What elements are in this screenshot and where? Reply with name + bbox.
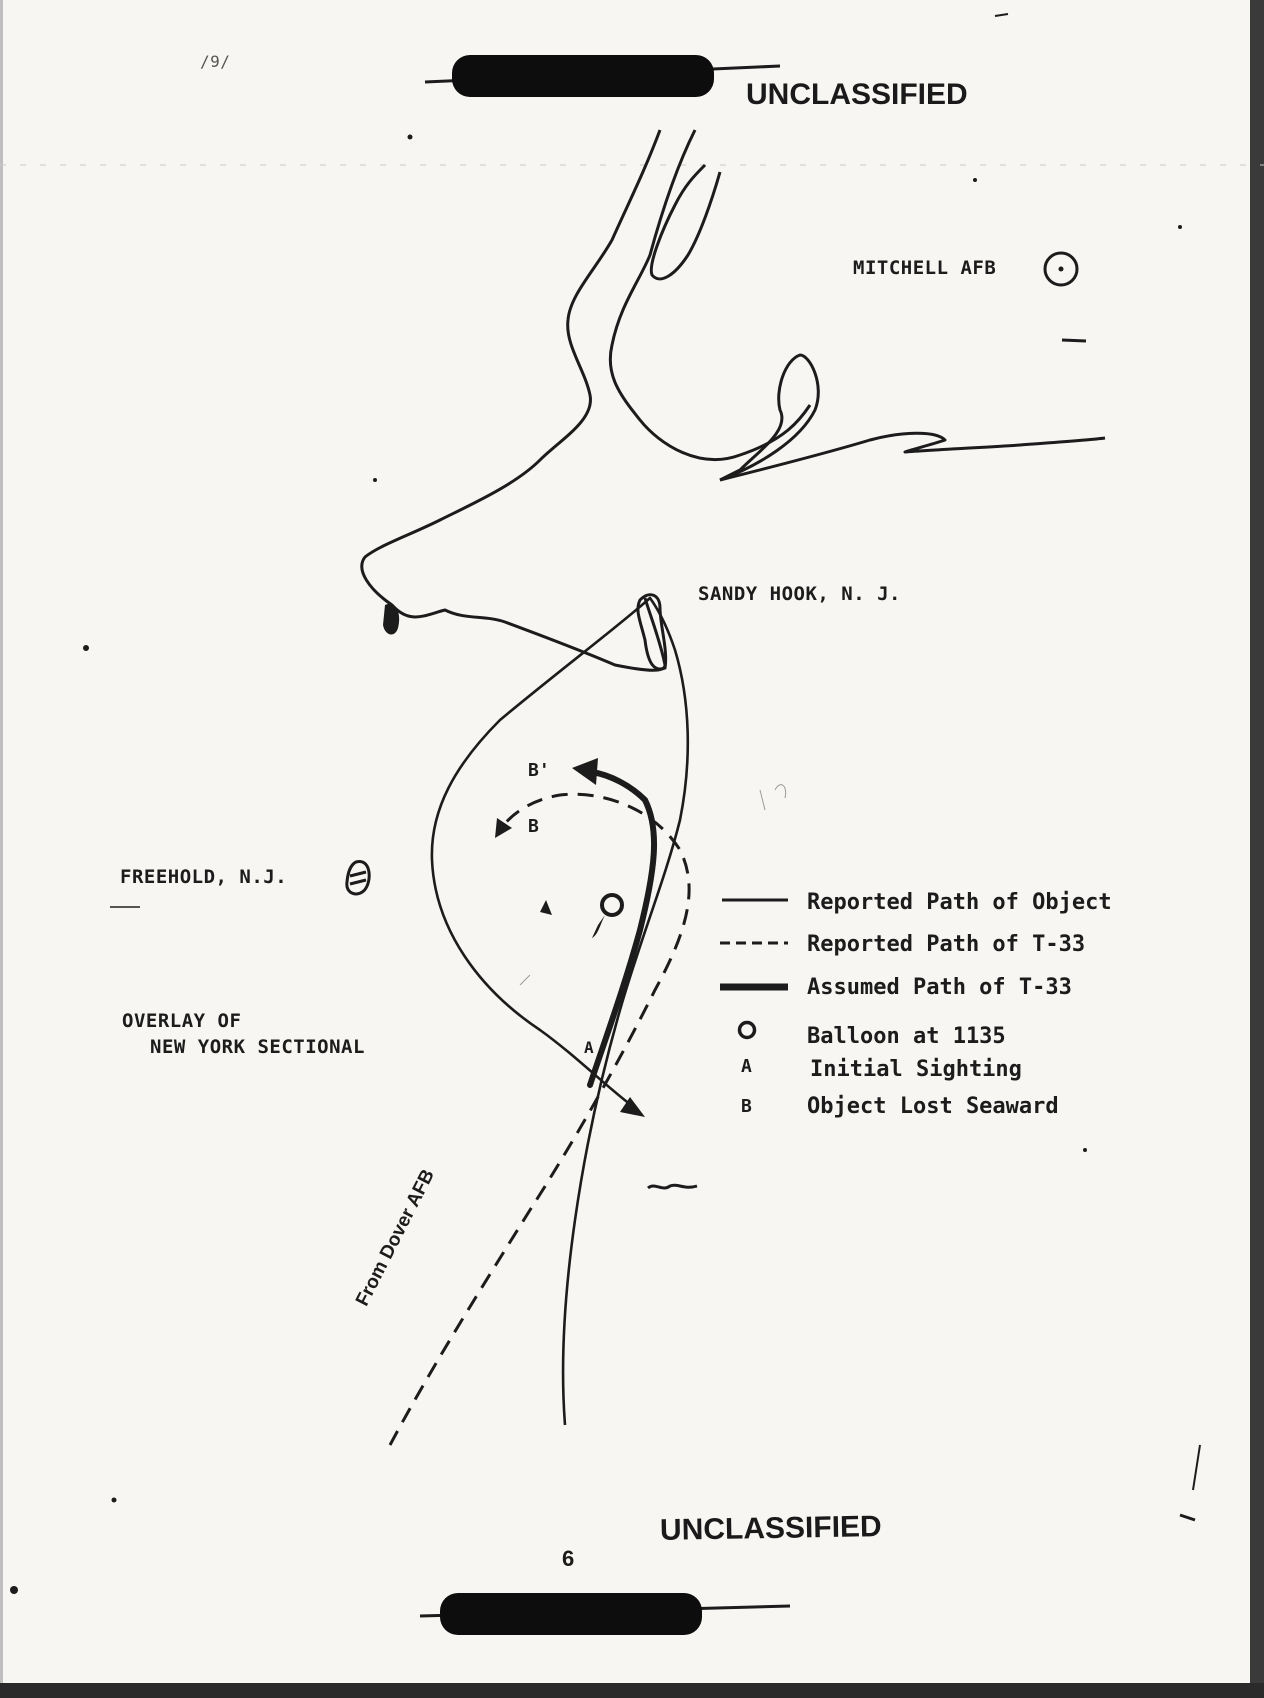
balloon-marker [602, 895, 622, 915]
t33-assumed-arrowhead [572, 758, 598, 785]
legend-symbol-object-lost: B [741, 1096, 752, 1117]
legend-label-balloon: Balloon at 1135 [807, 1024, 1006, 1049]
t33-reported-arrowhead [495, 818, 512, 838]
page-mark: /9/ [200, 52, 231, 71]
legend-label-t33-reported: Reported Path of T-33 [807, 932, 1086, 957]
faint-scribble [775, 785, 786, 798]
t33-assumed-path [590, 772, 654, 1085]
coastline-west [362, 130, 665, 670]
faint-tick-1 [520, 975, 530, 985]
small-arrow-mark [540, 900, 552, 915]
bottom-redaction-bar [440, 1593, 702, 1635]
classification-top: UNCLASSIFIED [746, 78, 968, 111]
bottom-edge-shadow [0, 1683, 1264, 1698]
speck-5 [1178, 225, 1182, 229]
legend-label-t33-assumed: Assumed Path of T-33 [807, 975, 1072, 1000]
speck-4 [10, 1586, 18, 1594]
marker-b-prime: B' [528, 760, 550, 781]
right-edge-shadow [1250, 0, 1264, 1698]
freehold-symbol [347, 861, 369, 893]
page-number: 6 [562, 1546, 575, 1571]
marker-a: A [584, 1038, 594, 1057]
long-island-south-shore [720, 433, 1105, 480]
coastline-east-river [651, 165, 720, 279]
speck-7 [373, 478, 377, 482]
stray-mark-right [1062, 340, 1086, 341]
classification-bottom: UNCLASSIFIED [659, 1510, 882, 1547]
overlay-title-line1: OVERLAY OF [122, 1010, 242, 1032]
from-dover-label: From Dover AFB [352, 1166, 439, 1310]
jamaica-bay-inlet [720, 355, 818, 480]
legend-label-initial-sighting: Initial Sighting [810, 1057, 1022, 1082]
mitchell-afb-dot [1059, 267, 1064, 272]
speck-1 [83, 645, 89, 651]
right-margin-mark-2 [1180, 1515, 1195, 1520]
speck-2 [408, 135, 413, 140]
speck-3 [112, 1498, 117, 1503]
left-edge-shadow [0, 0, 3, 1698]
mitchell-afb-label: MITCHELL AFB [853, 257, 997, 279]
right-margin-mark [1193, 1445, 1200, 1490]
marker-b: B [528, 816, 539, 837]
top-redaction-bar [452, 55, 714, 97]
t33-reported-path [390, 794, 689, 1445]
legend-symbol-initial-sighting: A [741, 1056, 752, 1077]
speck-8 [973, 178, 977, 182]
faint-tick-2 [760, 790, 765, 810]
sandy-hook-label: SANDY HOOK, N. J. [698, 583, 901, 605]
freehold-label: FREEHOLD, N.J. [120, 866, 288, 888]
balloon-tail [592, 915, 605, 938]
object-path [432, 598, 688, 1425]
legend-label-object-lost: Object Lost Seaward [807, 1094, 1059, 1119]
legend-label-object-path: Reported Path of Object [807, 890, 1112, 915]
top-right-mark [995, 14, 1008, 16]
overlay-title-line2: NEW YORK SECTIONAL [150, 1036, 365, 1058]
speck-6 [1083, 1148, 1087, 1152]
legend-balloon-circle [740, 1023, 755, 1038]
lower-squiggle [648, 1185, 697, 1188]
